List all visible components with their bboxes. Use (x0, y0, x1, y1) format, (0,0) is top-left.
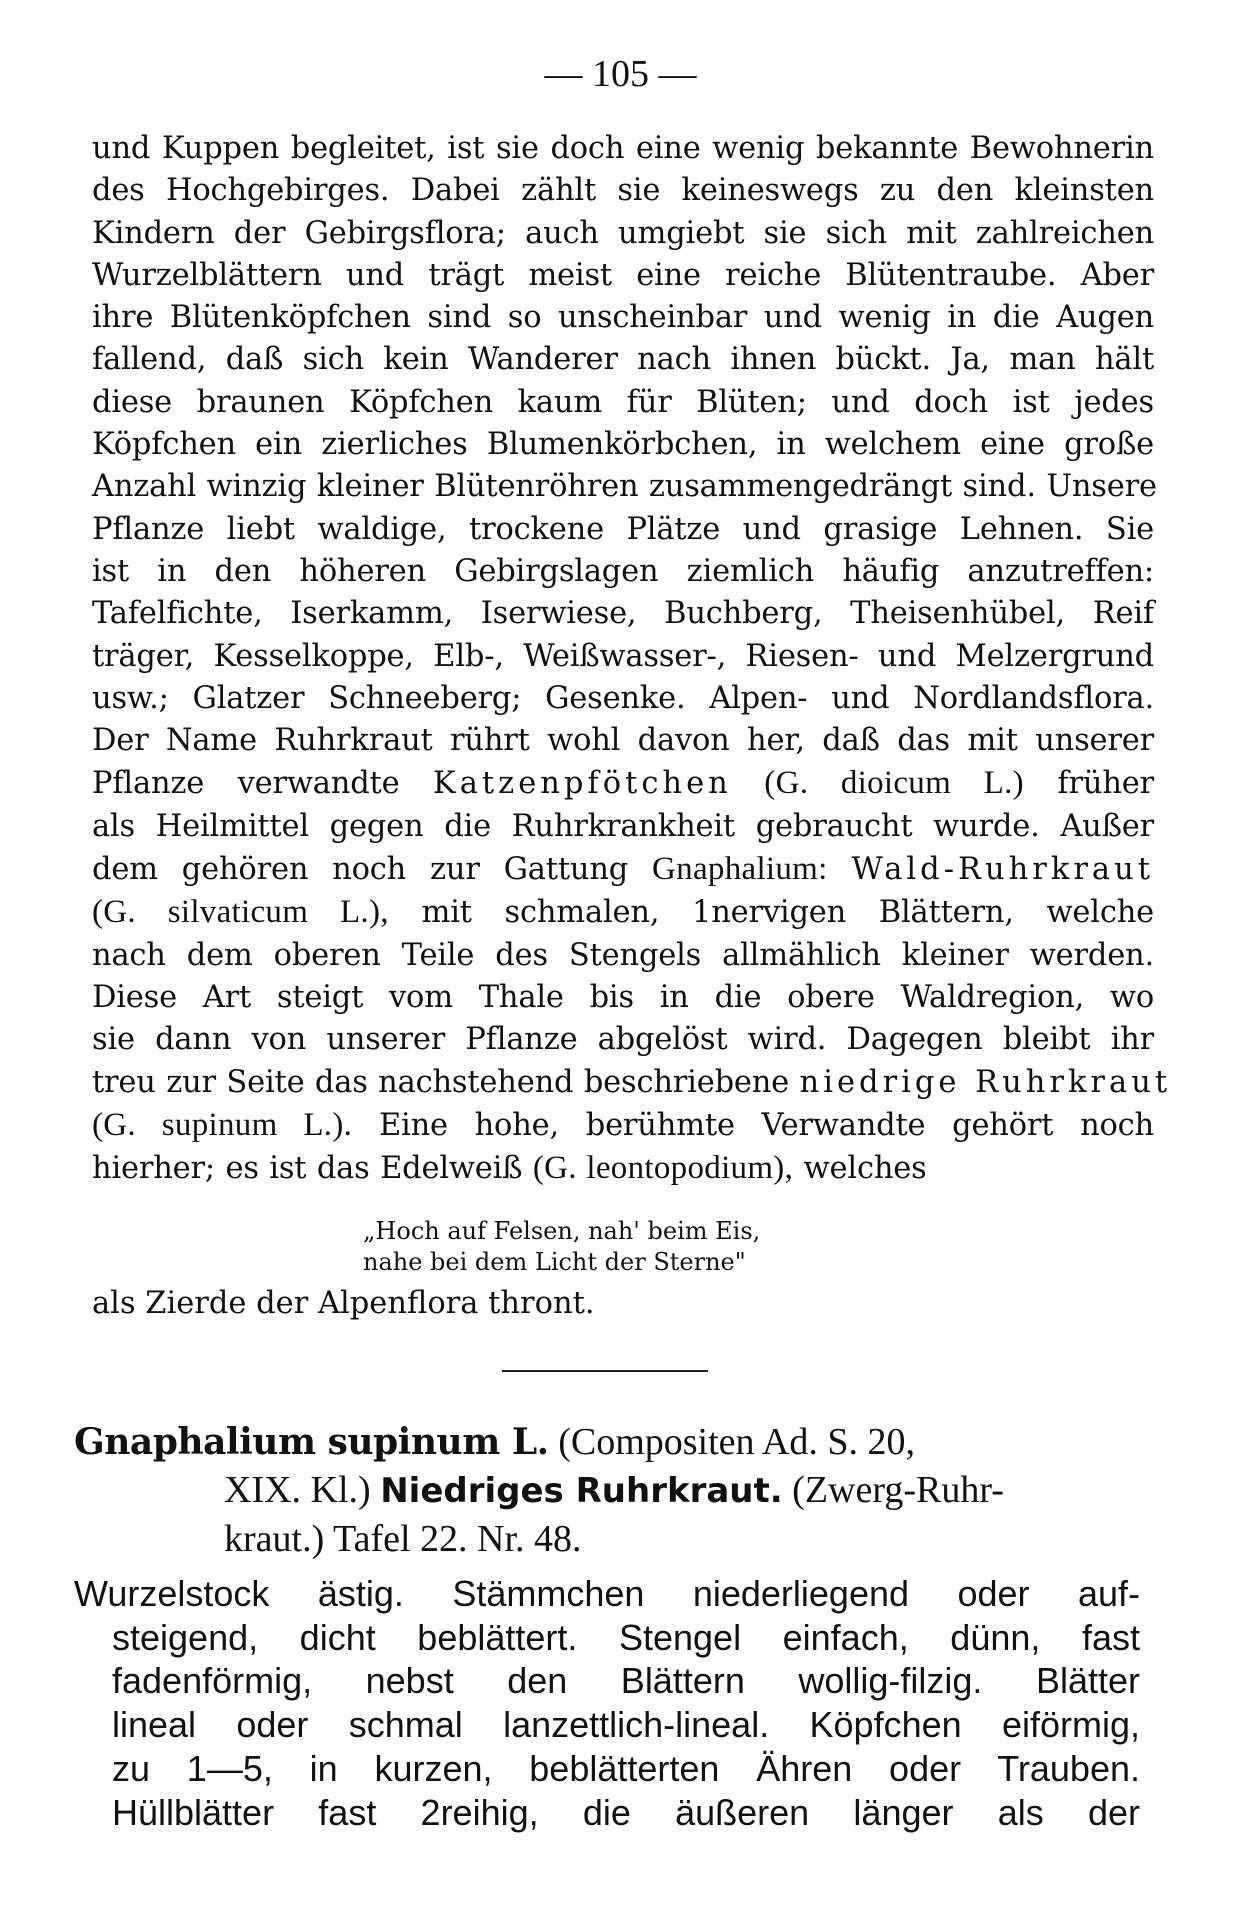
description-line: lineal oder schmal lanzettlich-lineal. Köpfchen eiförmig, (112, 1704, 1140, 1746)
latin-name: (G. leontopodium), (532, 1150, 794, 1187)
text-run: früher (1023, 766, 1154, 802)
closing-line: als Zierde der Alpenflora thront. (92, 1286, 595, 1321)
text-run: dem gehören noch zur Gattung (92, 852, 653, 888)
text-line (92, 1104, 1154, 1147)
text-line (92, 848, 1154, 891)
heading-text: (Zwerg-Ruhr- (782, 1469, 1004, 1511)
heading-text: (Compositen Ad. S. 20, (548, 1421, 915, 1463)
heading-line (74, 1418, 1140, 1466)
text-run: mit schmalen, 1nervigen Blättern, welche (388, 895, 1155, 931)
text-line: des Hochgebirges. Dabei zählt sie keineswegs zu den kleinsten (92, 173, 1154, 209)
text-line: sie dann von unserer Pflanze abgelöst wird. Dagegen bleibt ihr (92, 1022, 1154, 1058)
text-line: Diese Art steigt vom Thale bis in die obere Waldregion, wo (92, 979, 1154, 1015)
spaced-term: niedrige Ruhrkraut (799, 1064, 1172, 1100)
text-line: nach dem oberen Teile des Stengels allmählich kleiner werden. (92, 937, 1154, 973)
text-line (92, 891, 1154, 934)
verse-quote (363, 1216, 760, 1278)
latin-name: Gnaphalium: (652, 851, 828, 888)
latin-name: (G. supinum L.). (92, 1106, 353, 1143)
text-line: träger, Kesselkoppe, Elb-, Weißwasser-, Riesen- und Melzergrund (92, 638, 1154, 674)
description-line: fadenförmig, nebst den Blättern wollig-filzig. Blätter (112, 1660, 1140, 1702)
common-name: Niedriges Ruhrkraut. (380, 1471, 783, 1511)
latin-name: (G. dioicum L.) (731, 765, 1024, 802)
description-line: Wurzelstock ästig. Stämmchen niederliegend oder auf- (74, 1573, 1140, 1614)
text-line: Anzahl winzig kleiner Blütenröhren zusammengedrängt sind. Unsere (92, 469, 1157, 505)
species-heading (74, 1418, 1140, 1563)
text-run: treu zur Seite das nachstehend beschriebene (92, 1064, 800, 1100)
verse-line: „Hoch auf Felsen, nah' beim Eis, (363, 1217, 761, 1245)
text-line: fallend, daß sich kein Wanderer nach ihnen bückt. Ja, man hält (92, 342, 1154, 378)
text-line: und Kuppen begleitet, ist sie doch eine wenig bekannte Bewohnerin (92, 131, 1154, 166)
text-run: hierher; es ist das Edelweiß (92, 1151, 533, 1187)
text-line: usw.; Glatzer Schneeberg; Gesenke. Alpen- und Nordlandsflora. (92, 680, 1154, 716)
spaced-term: Katzenpfötchen (432, 766, 732, 802)
body-paragraph (92, 128, 1172, 1190)
text-line: als Heilmittel gegen die Ruhrkrankheit gebraucht wurde. Außer (92, 808, 1154, 844)
text-line: Der Name Ruhrkraut rührt wohl davon her, daß das mit unserer (92, 723, 1154, 759)
verse-line: nahe bei dem Licht der Sterne" (363, 1248, 746, 1276)
text-line (92, 1062, 1172, 1104)
text-run: Eine hohe, berühmte Verwandte gehört noch (352, 1107, 1155, 1143)
text-line: Köpfchen ein zierliches Blumenkörbchen, in welchem eine große (92, 427, 1154, 463)
text-line: Tafelfichte, Iserkamm, Iserwiese, Buchberg, Theisenhübel, Reif (92, 596, 1154, 632)
species-name: Gnaphalium supinum L. (74, 1421, 549, 1463)
text-line: ist in den höheren Gebirgslagen ziemlich häufig anzutreffen: (92, 553, 1154, 589)
text-line: Pflanze liebt waldige, trockene Plätze und grasige Lehnen. Sie (92, 511, 1154, 547)
text-line (92, 762, 1154, 805)
text-line: ihre Blütenköpfchen sind so unscheinbar und wenig in die Augen (92, 300, 1154, 336)
description-line: Hüllblätter fast 2reihig, die äußeren länger als der (112, 1791, 1140, 1833)
section-divider (502, 1370, 708, 1372)
text-run: Pflanze verwandte (92, 766, 433, 802)
text-line (92, 1147, 1154, 1190)
text-run: welches (793, 1151, 927, 1187)
text-run (828, 852, 852, 887)
latin-name: (G. silvaticum L.), (92, 894, 389, 931)
text-line: Wurzelblättern und trägt meist eine reiche Blütentraube. Aber (92, 257, 1154, 293)
heading-line (74, 1466, 1140, 1515)
spaced-term: Wald-Ruhrkraut (851, 852, 1154, 888)
description-line: steigend, dicht beblättert. Stengel einfach, dünn, fast (112, 1616, 1140, 1658)
text-line: diese braunen Köpfchen kaum für Blüten; und doch ist jedes (92, 384, 1154, 420)
page-number: — 105 — (544, 53, 697, 95)
heading-line: kraut.) Tafel 22. Nr. 48. (224, 1518, 582, 1560)
heading-text: XIX. Kl.) (224, 1469, 381, 1511)
description-paragraph (74, 1572, 1140, 1834)
text-line: Kindern der Gebirgsflora; auch umgiebt sie sich mit zahlreichen (92, 215, 1154, 251)
description-line: zu 1—5, in kurzen, beblätterten Ähren oder Trauben. (112, 1747, 1140, 1789)
